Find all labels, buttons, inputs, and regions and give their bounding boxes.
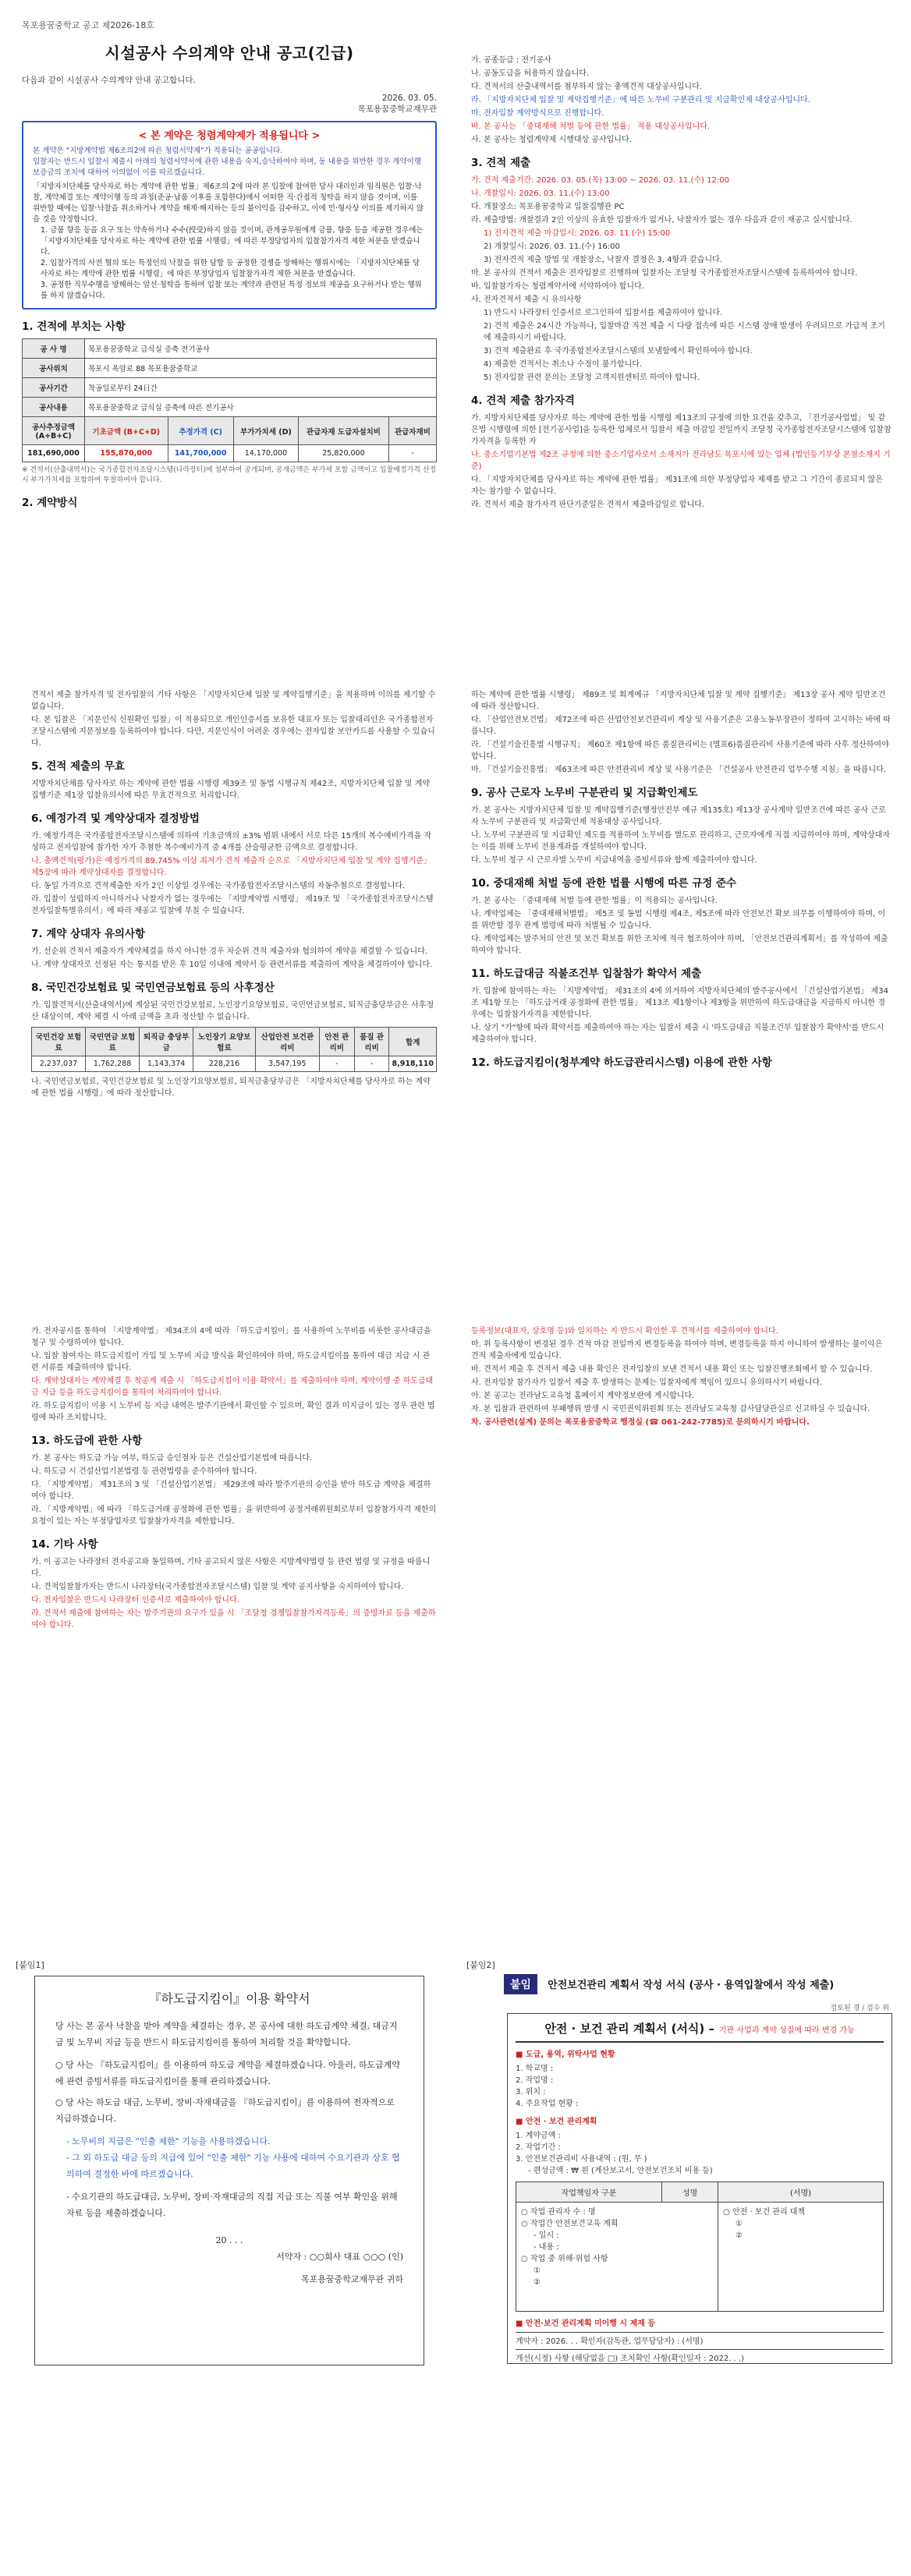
plan-box-item: - 일시 : bbox=[533, 2231, 559, 2240]
cost-value: 155,870,000 bbox=[85, 445, 168, 462]
notice-para: 「지방자치단체를 당사자로 하는 계약에 관한 법률」제6조의 2에 따라 본 입찰에 참여한 당사 대리인과 임직원은 입찰·낙찰, 계약체결 또는 계약이행 등의 과정(준공·납품 이후를 포함한다)에서 어떠한 직·간접적 청탁을 하지 않을 것이며, 이를 위반할 때에는 입찰·낙찰을 취소하거나 계약을 해제·해지하는 등의 불이익을 감수하고, 이에 민·형사상 이의를 제기하지 않을 것을 약정합니다. bbox=[33, 182, 424, 224]
section-4-title: 4. 견적 제출 참가자격 bbox=[471, 395, 575, 407]
section-9-title: 9. 공사 근로자 노무비 구분관리 및 지급확인제도 bbox=[471, 787, 698, 799]
list-item: 라. 입찰이 성립하지 아니하거나 낙찰자가 없는 경우에는 「지방계약법 시행령」 제19조 및 「국가종합전자조달시스템 전자입찰특별유의서」에 따라 재공고 입찰에 부칠 수 있습니다. bbox=[31, 895, 434, 915]
paragraph: 하는 계약에 관한 법률 시행령」 제89조 및 회계예규 「지방자치단체 입찰 및 계약 집행기준」 제13장 공사 계약 일반조건에 따라 정산합니다. bbox=[471, 691, 886, 711]
list-item: 3) 견적 제출완료 후 국가종합전자조달시스템의 보냄함에서 확인하여야 합니다. bbox=[484, 347, 753, 356]
section-11-title: 11. 하도급대금 직불조건부 입찰참가 확약서 제출 bbox=[471, 968, 702, 980]
plan-table-header: (서명) bbox=[718, 2182, 884, 2203]
issuer: 목포용꿈중학교재무관 bbox=[357, 104, 437, 114]
pledge-blue-note: - 그 외 하도급 대금 등의 지급에 있어 "인출 제한" 기능 사용에 대하여 수요기관과 상호 협의하여 결정한 바에 따르겠습니다. bbox=[66, 2153, 400, 2179]
row-key: 공 사 명 bbox=[23, 339, 85, 359]
cost-header: 관급자재비 bbox=[388, 417, 436, 445]
list-item: 바. 본 공사는 「중대재해 처벌 등에 관한 법률」 적용 대상공사입니다. bbox=[471, 122, 711, 131]
ins-header: 합계 bbox=[389, 1028, 437, 1056]
list-item: 자. 본 입찰과 관련하여 부패행위 발생 시 국민권익위원회 또는 전라남도교육청 감사담당관실로 신고하실 수 있습니다. bbox=[471, 1405, 870, 1414]
ins-value: - bbox=[354, 1056, 389, 1072]
intro-text: 다음과 같이 시설공사 수의계약 안내 공고합니다. bbox=[22, 76, 196, 85]
list-item: 사. 전자견적서 제출 시 유의사항 bbox=[471, 295, 582, 304]
paragraph: 나. 입찰 참여자는 하도급지킴이 가입 및 노무비 지급 방식을 확인하여야 하며, 하도급지킴이를 통하여 대금 지급 시 관련 서류를 제출하여야 합니다. bbox=[31, 1352, 431, 1372]
list-item: 3) 전자견적 제출 방법 및 개찰장소, 낙찰자 결정은 3, 4항과 같습니다. bbox=[484, 256, 722, 264]
notice-para: 입찰자는 반드시 입찰서 제출시 아래의 청렴서약서에 관한 내용을 숙지,승낙하여야 하며, 동 내용을 위반한 경우 계약이행보증금의 조치에 대하여 이의없이 이를 따르겠습니다. bbox=[33, 157, 421, 177]
section-2-title: 2. 계약방식 bbox=[22, 497, 78, 509]
list-item: 가. 예정가격은 국가종합전자조달시스템에 의하여 기초금액의 ±3% 범위 내에서 서로 다른 15개의 복수예비가격을 작성하고 전자입찰에 참가한 자가 추첨한 복수예비가격 중 4개를 산술평균한 금액으로 결정합니다. bbox=[31, 832, 431, 852]
safety-plan-sheet bbox=[507, 2013, 892, 2364]
list-item: 가. 입찰에 참여하는 자는 「지방계약법」 제31조의 4에 의거하여 지방자치단체의 발주공사에서 「건설산업기본법」 제34조 제1항 또는 「하도급거래 공정화에 관한 법률」 제13조 제1항이나 제3항을 위반하여 하도급대금을 지급하지 아니한 경우에는 입찰참가자격을 제한합니다. bbox=[471, 987, 888, 1019]
pledge-blue-note: - 노무비의 지급은 "인출 제한" 기능을 사용하겠습니다. bbox=[66, 2136, 271, 2146]
cost-header: 관급자재 도급자설치비 bbox=[299, 417, 389, 445]
section-6-title: 6. 예정가격 및 계약상대자 결정방법 bbox=[31, 812, 200, 825]
plan-table-header: 작업책임자 구분 bbox=[516, 2182, 662, 2203]
list-item: 마. 본 공사의 견적서 제출은 전자입찰로 진행하며 입찰자는 조달청 국가종합전자조달시스템에 등록하여야 합니다. bbox=[471, 269, 858, 278]
insurance-table bbox=[31, 1027, 437, 1072]
list-item: 가. 지방자치단체를 당사자로 하는 계약에 관한 법률 시행령 제13조의 규정에 의한 요건을 갖추고, 「전기공사업법」 및 같은법 시행령에 의한 [전기공사업]을 등록한 업체로서 입찰서 제출 마감일 전일까지 조달청 국가종합전자조달시스템에 입찰참가자격을 등록한 자 bbox=[471, 414, 892, 446]
paragraph: 다. 본 입찰은 「지문인식 신원확인 입찰」이 적용되므로 개인인증서를 보유한 대표자 또는 입찰대리인은 국가종합전자조달시스템에 지문정보를 등록하여야 합니다. 다만, 지문인식이 어려운 경우에는 전자입찰 보안카드를 사용할 수 있습니다. bbox=[31, 716, 435, 748]
cost-value: 181,690,000 bbox=[23, 445, 85, 462]
list-item: 라. 견적서 제출에 참여하는 자는 발주기관의 요구가 있을 시 「조달청 경쟁입찰참가자격등록」의 증빙자료 등을 제출하여야 합니다. bbox=[31, 1609, 436, 1629]
contact-line: 차. 공사관련(설계) 문의는 목포용꿈중학교 행정실 (☎ 061-242-7785)로 문의하시기 바랍니다. bbox=[471, 1418, 810, 1427]
ins-value: 8,918,110 bbox=[389, 1056, 437, 1072]
pledge-paragraph: 당 사는 본 공사 낙찰을 받아 계약을 체결하는 경우, 본 공사에 대한 하도급계약 체결, 대금지급 및 노무비 지급 등을 반드시 하도급지킴이를 통하여 처리할 것을 확약합니다. bbox=[55, 2021, 398, 2047]
page-2 bbox=[460, 8, 903, 632]
page-1 bbox=[8, 8, 448, 632]
paragraph: 가. 입찰견적서(산출내역서)에 계상된 국민건강보험료, 노인장기요양보험료, 국민연금보험료, 퇴직금충당부금은 사후정산 대상이며, 계약 체결 시 아래 금액을 초과 정산할 수 없습니다. bbox=[31, 1001, 434, 1021]
document-number: 목포용꿈중학교 공고 제2026-18호 bbox=[22, 20, 154, 30]
list-item: 다. 「지방자치단체를 당사자로 하는 계약에 관한 법률」 제31조에 의한 부정당업자 제재를 받고 그 기간이 종료되지 않은 자는 참가할 수 없습니다. bbox=[471, 476, 883, 496]
list-item: 1) 반드시 나라장터 인증서로 로그인하여 입찰서를 제출하여야 합니다. bbox=[484, 309, 723, 317]
list-item: 다. 개찰장소: 목포용꿈중학교 입찰집행관 PC bbox=[471, 203, 625, 211]
list-item: 가. 이 공고는 나라장터 전자공고와 동일하며, 기타 공고되지 않은 사항은 지방계약법령 등 관련 법령 및 규정을 따릅니다. bbox=[31, 1558, 431, 1578]
ins-header: 품질 관리비 bbox=[354, 1028, 389, 1056]
plan-box-item: ○ 작업 관리자 수 : 명 bbox=[521, 2208, 596, 2217]
paragraph: 다. 「산업안전보건법」 제72조에 따른 산업안전보건관리비 계상 및 사용기준은 고용노동부장관이 정하여 고시하는 바에 따릅니다. bbox=[471, 716, 891, 736]
attachment-2 bbox=[460, 1957, 903, 2569]
list-item: 사. 본 공사는 청렴계약제 시행대상 공사입니다. bbox=[471, 136, 632, 144]
plan-bottom-row: 개선(시정) 사항 (해당없음 □) 조치확인 사항(확인일자 : 2022. . .) bbox=[516, 2349, 884, 2365]
list-item: 사. 전자입찰 참가자가 입찰서 제출 후 발생하는 문제는 입찰자에게 책임이 있으니 유의하시기 바랍니다. bbox=[471, 1378, 823, 1387]
plan-item: 2. 작업명 : bbox=[516, 2076, 554, 2085]
paragraph: 다. 계약상대자는 계약체결 후 착공계 제출 시 「하도급지킴이 이용 확약서」를 제출하여야 하며, 계약이행 중 하도급대금 지급 등을 하도급지킴이를 통하여 처리하여야 합니다. bbox=[31, 1377, 434, 1397]
cost-header: 추정가격 (C) bbox=[168, 417, 233, 445]
plan-item: 1. 계약금액 : bbox=[516, 2132, 561, 2140]
notice-para: 3. 공정한 직무수행을 방해하는 알선·청탁을 통하여 입찰 또는 계약과 관련된 특정 정보의 제공을 요구하거나 받는 행위를 하지 않겠습니다. bbox=[41, 281, 422, 300]
ins-header: 국민연금 보험료 bbox=[86, 1028, 140, 1056]
plan-box-item: ② bbox=[736, 2231, 743, 2240]
ins-value: 1,762,288 bbox=[86, 1056, 140, 1072]
pledge-recipient: 목포용꿈중학교재무관 귀하 bbox=[300, 2274, 403, 2284]
section-5-title: 5. 견적 제출의 무효 bbox=[31, 760, 125, 773]
section-12-title: 12. 하도급지킴이(청부계약 하도급관리시스템) 이용에 관한 사항 bbox=[471, 1056, 772, 1069]
attachment-tag: [붙임2] bbox=[466, 1960, 495, 1970]
list-item: 나. 노무비 구분관리 및 지급확인 제도를 적용하여 노무비를 별도로 관리하고, 근로자에게 직접 지급하여야 하며, 계약상대자는 이를 위해 노무비 전용계좌를 개설하여야 합니다. bbox=[471, 831, 891, 851]
paragraph: 마. 「건설기술진흥법」 제63조에 따른 안전관리비 계상 및 사용기준은 「건설공사 안전관리 업무수행 지침」을 따릅니다. bbox=[471, 766, 886, 774]
page-4 bbox=[460, 647, 903, 1263]
list-item: 나. 견적입찰참가자는 반드시 나라장터(국가종합전자조달시스템) 입찰 및 계약 공지사항을 숙지하여야 합니다. bbox=[31, 1583, 404, 1591]
list-item: 다. 견적서의 산출내역서를 첨부하지 않는 총액견적 대상공사입니다. bbox=[471, 83, 702, 91]
list-item: 다. 「지방계약법」 제31조의 3 및 「건설산업기본법」 제29조에 따라 발주기관의 승인을 받아 하도급 계약을 체결하여야 합니다. bbox=[31, 1481, 431, 1501]
ins-header: 안전 관리비 bbox=[319, 1028, 354, 1056]
row-key: 공사기간 bbox=[23, 378, 85, 398]
section-7-title: 7. 계약 상대자 유의사항 bbox=[31, 928, 145, 940]
section-3-title: 3. 견적 제출 bbox=[471, 157, 531, 169]
list-item: 라. 「지방계약법」에 따라 「하도급거래 공정화에 관한 법률」을 위반하여 공정거래위원회로부터 입찰참가자격 제한의 요청이 있는 자는 부정당업자로 입찰참가자격을 제한합니다. bbox=[31, 1506, 437, 1526]
page-3 bbox=[8, 647, 448, 1263]
list-item: 가. 공종등급 : 전기공사 bbox=[471, 56, 552, 65]
notice-date: 2026. 03. 05. bbox=[381, 94, 437, 103]
attachment-badge: 붙임 bbox=[504, 1974, 537, 1994]
list-item: 다. 전자입찰은 반드시 나라장터 인증서로 제출하여야 합니다. bbox=[31, 1596, 239, 1605]
list-item: 라. 견적서 제출 참가자격 판단기준일은 견적서 제출마감일로 합니다. bbox=[471, 501, 705, 509]
list-item: 라. 제출방법: 개찰결과 2인 이상의 유효한 입찰자가 없거나, 낙찰자가 없는 경우 다음과 같이 재공고 실시합니다. bbox=[471, 216, 853, 225]
plan-box-item: ② bbox=[533, 2278, 541, 2287]
list-item: 바. 견적서 제출 후 견적서 제출 내용 확인은 전자입찰의 보낸 견적서 내용 확인 또는 입찰진행조회에서 할 수 있습니다. bbox=[471, 1365, 873, 1374]
list-item: 라. 「지방자치단체 입찰 및 계약집행기준」에 따른 노무비 구분관리 및 지급확인제 대상공사입니다. bbox=[471, 96, 810, 104]
section-10-title: 10. 중대재해 처벌 등에 관한 법률 시행에 따른 규정 준수 bbox=[471, 877, 737, 890]
plan-section: ■ 도급, 용역, 위탁사업 현황 bbox=[516, 2051, 615, 2059]
row-key: 공사위치 bbox=[23, 359, 85, 378]
list-item: 마. 위 등록사항이 변경된 경우 견적 마감 전일까지 변경등록을 하여야 하며, 변경등록을 하지 아니하여 발생하는 불이익은 견적 제출자에게 있습니다. bbox=[471, 1340, 883, 1361]
plan-box-item: - 내용 : bbox=[533, 2243, 559, 2252]
list-item: 4) 제출한 견적서는 취소나 수정이 불가합니다. bbox=[484, 360, 643, 369]
paragraph: 라. 하도급지킴이 이용 시 노무비 등 지급 내역은 발주기관에서 확인할 수 있으며, 확인 결과 미지급이 있는 경우 관련 법령에 따라 조치합니다. bbox=[31, 1402, 435, 1422]
ins-value: - bbox=[319, 1056, 354, 1072]
pledge-item: ○ 당 사는 하도급 대금, 노무비, 장비·자재대금을 『하도급지킴이』를 이용하여 전자적으로 지급하겠습니다. bbox=[55, 2097, 395, 2124]
list-item: 다. 동일 가격으로 견적제출한 자가 2인 이상일 경우에는 국가종합전자조달시스템의 자동추첨으로 결정합니다. bbox=[31, 882, 406, 890]
pledge-note: - 수요기관의 하도급대금, 노무비, 장비·자재대금의 직접 지급 또는 직불 여부 확인을 위해 자료 등을 제출하겠습니다. bbox=[66, 2192, 398, 2218]
section-13-title: 13. 하도급에 관한 사항 bbox=[31, 1435, 143, 1447]
list-item: 다. 계약업체는 발주처의 안전 및 보건 확보를 위한 조치에 적극 협조하여야 하며, 「안전보건관리계획서」를 작성하여 제출하여야 합니다. bbox=[471, 935, 888, 955]
cost-value: 25,820,000 bbox=[299, 445, 389, 462]
list-item: 가. 본 공사는 「중대재해 처벌 등에 관한 법률」이 적용되는 공사입니다. bbox=[471, 897, 718, 905]
notice-para: 본 계약은 "지방계약법 제6조의2에 따른 청렴서약제"가 적용되는 공공입니다. bbox=[33, 147, 283, 155]
plan-box-item: ○ 작업 중 위해·위험 사항 bbox=[521, 2255, 608, 2263]
row-value: 목포시 옥암로 88 목포용꿈중학교 bbox=[85, 359, 437, 378]
ins-value: 1,143,374 bbox=[140, 1056, 193, 1072]
list-item: 나. 공동도급을 허용하지 않습니다. bbox=[471, 69, 590, 78]
ins-header: 노인장기 요양보험료 bbox=[193, 1028, 256, 1056]
plan-item: 3. 안전보건관리비 사용내역 : (원, 무 ) bbox=[516, 2155, 647, 2164]
ins-header: 산업안전 보건관리비 bbox=[255, 1028, 319, 1056]
plan-box-item: ① bbox=[533, 2266, 541, 2275]
pledge-title: 『하도급지킴이』이용 확약서 bbox=[148, 1991, 310, 2006]
plan-box-item: ○ 안전 · 보건 관리 대책 bbox=[723, 2208, 806, 2217]
row-value: 착공일로부터 24日간 bbox=[85, 378, 437, 398]
review-note: 검토된 경 / 검수 위 bbox=[830, 2005, 889, 2012]
plan-section: ■ 안전 · 보건 관리계획 bbox=[516, 2118, 597, 2126]
list-item: 나. 개찰일시: 2026. 03. 11.(수) 13:00 bbox=[471, 189, 610, 198]
plan-table bbox=[516, 2181, 884, 2312]
list-item: 가. 본 공사는 지방자치단체 입찰 및 계약집행기준(행정안전부 예규 제135호) 제13장 공사계약 일반조건에 따른 공사 근로자 노무비 구분관리 및 지급확인제 적용대상 공사입니다. bbox=[471, 806, 886, 826]
plan-item: - 편성금액 : ₩ 원 (계산보고서, 안전보건조치 비용 등) bbox=[528, 2167, 713, 2175]
row-value: 목포용꿈중학교 급식실 증축 전기공사 bbox=[85, 339, 437, 359]
attachment-1 bbox=[8, 1957, 448, 2569]
list-item: 마. 전자입찰 계약방식으로 진행합니다. bbox=[471, 109, 604, 118]
list-item: 5) 전자입찰 관련 문의는 조달청 고객지원센터로 하여야 합니다. bbox=[484, 373, 700, 382]
plan-hint: 기관 사업과 계약 성질에 따라 변경 가능 bbox=[719, 2026, 855, 2035]
table-note: ※ 견적서(산출내역서)는 국가종합전자조달시스템(나라장터)에 첨부하여 공개되며, 공개금액은 부가세 포함 금액이고 입찰예정가격 산정시 부가가치세를 포함하여 투찰하여야 합니다. bbox=[22, 466, 437, 484]
paragraph: 가. 전자공시를 통하여 「지방계약법」 제34조의 4에 따라 「하도급지킴이」를 사용하여 노무비를 비롯한 공사대금을 청구 및 수령하여야 합니다. bbox=[31, 1327, 431, 1347]
plan-box-item: ○ 작업간 안전보건교육 계획 bbox=[521, 2220, 619, 2228]
list-item: 2) 견적 제출은 24시간 가능하나, 입찰마감 직전 제출 시 다량 접속에 따른 시스템 장애 발생이 우려되므로 가급적 조기에 제출하시기 바랍니다. bbox=[484, 322, 885, 342]
section-1-title: 1. 견적에 부치는 사항 bbox=[22, 320, 126, 333]
cost-header: 부가가치세 (D) bbox=[233, 417, 298, 445]
integrity-notice-box bbox=[22, 121, 437, 310]
list-item: 나. 상기 "가"항에 따라 확약서를 제출하여야 하는 자는 입찰서 제출 시 '하도급대금 직불조건부 입찰참가 확약서'를 반드시 제출하여야 합니다. bbox=[471, 1024, 884, 1044]
cost-key: 공사추정금액 (A+B+C) bbox=[23, 417, 85, 445]
attachment-tag: [붙임1] bbox=[16, 1960, 44, 1970]
list-item: 나. 계약업체는 「중대재해처벌법」 제5조 및 동법 시행령 제4조, 제5조에 따라 안전보건 확보 의무를 이행하여야 하며, 이를 위반할 경우 관계 법령에 따라 처벌될 수 있습니다. bbox=[471, 910, 886, 930]
section-14-title: 14. 기타 사항 bbox=[31, 1538, 98, 1551]
row-value: 목포용꿈중학교 급식실 증축에 따른 전기공사 bbox=[85, 398, 437, 417]
paragraph: 나. 국민연금보험료, 국민건강보험료 및 노인장기요양보험료, 퇴직금충당부금은 「지방자치단체를 당사자로 하는 계약에 관한 법률 시행령」에 따라 정산합니다. bbox=[31, 1077, 431, 1098]
list-item: 가. 본 공사는 하도급 가능 여부, 하도급 승인절차 등은 건설산업기본법에 따릅니다. bbox=[31, 1454, 313, 1463]
plan-item: 1. 학교명 : bbox=[516, 2065, 554, 2073]
list-item: 나. 총액견적(평가)은 예정가격의 89.745% 이상 최저가 견적 제출자 순으로 「지방자치단체 입찰 및 계약 집행기준」 제5장에 따라 계약상대자를 결정합니다. bbox=[31, 857, 431, 877]
list-item: 바. 입찰참가자는 청렴계약서에 서약하여야 합니다. bbox=[471, 282, 644, 291]
plan-signature-row: 계약자 : 2026. . . 확인자(감독관, 업무담당자) : (서명) bbox=[516, 2332, 884, 2348]
plan-left-box bbox=[516, 2203, 718, 2312]
list-item: 가. 견적 제출기간: 2026. 03. 05.(목) 13:00 ~ 2026. 03. 11.(수) 12:00 bbox=[471, 176, 729, 185]
page-6 bbox=[460, 1279, 903, 1902]
cost-value: 14,170,000 bbox=[233, 445, 298, 462]
plan-item: 3. 위치 : bbox=[516, 2088, 546, 2097]
plan-box-item: ① bbox=[736, 2220, 743, 2228]
plan-table-header: 성명 bbox=[661, 2182, 718, 2203]
cost-value: 141,700,000 bbox=[168, 445, 233, 462]
paragraph: 등록정보(대표자, 상호명 등)와 일치하는 지 반드시 확인한 후 견적서를 제출하여야 합니다. bbox=[471, 1327, 778, 1336]
paragraph: 지방자치단체를 당사자로 하는 계약에 관한 법률 시행령 제39조 및 동법 시행규칙 제42조, 지방자치단체 입찰 및 계약집행기준 제1장 입찰유의서에 따른 무효견적으로 처리합니다. bbox=[31, 780, 431, 800]
ins-header: 국민건강 보험료 bbox=[32, 1028, 86, 1056]
list-item: 나. 중소기업기본법 제2조 규정에 의한 중소기업자로서 소재지가 전라남도 목포시에 있는 업체 (법인등기부상 본점소재지 기준) bbox=[471, 451, 891, 471]
plan-item: 2. 작업기간 : bbox=[516, 2143, 561, 2152]
page-5 bbox=[8, 1279, 448, 1902]
cost-header: 기초금액 (B+C+D) bbox=[85, 417, 168, 445]
paragraph: 견적서 제출 참가자격 및 전자입찰의 기타 사항은 「지방자치단체 입찰 및 계약집행기준」을 적용하며 이의를 제기할 수 없습니다. bbox=[31, 691, 436, 711]
row-key: 공사내용 bbox=[23, 398, 85, 417]
pledge-signature: 서약자 : ○○회사 대표 ○○○ (인) bbox=[276, 2252, 403, 2262]
pledge-date: 20 . . . bbox=[215, 2235, 243, 2245]
section-8-title: 8. 국민건강보험료 및 국민연금보험료 등의 사후정산 bbox=[31, 982, 275, 994]
list-item: 나. 하도급 시 건설산업기본법령 등 관련법령을 준수하여야 합니다. bbox=[31, 1467, 257, 1476]
plan-footer-red: ■ 안전·보건 관리계획 미이행 시 제재 등 bbox=[516, 2319, 656, 2328]
plan-item: 4. 주요작업 현황 : bbox=[516, 2100, 579, 2108]
ins-value: 2,237,037 bbox=[32, 1056, 86, 1072]
list-item: 2) 개찰일시: 2026. 03. 11.(수) 16:00 bbox=[484, 242, 620, 251]
paragraph: 라. 「건설기술진흥법 시행규칙」 제60조 제1항에 따른 품질관리비는 (별표6)품질관리비 사용기준에 따라 사후 정산하여야 합니다. bbox=[471, 741, 889, 761]
integrity-notice-title: < 본 계약은 청렴계약제가 적용됩니다 > bbox=[138, 130, 321, 142]
notice-para: 2. 입찰가격의 사전 협의 또는 특정인의 낙찰을 위한 담합 등 공정한 경쟁을 방해하는 행위시에는 「지방자치단체를 당사자로 하는 계약에 관한 법률 시행령」에 따른 부정당업자 입찰참가자격 제한 처분을 받겠습니다. bbox=[41, 259, 420, 278]
document-title: 시설공사 수의계약 안내 공고(긴급) bbox=[105, 44, 354, 62]
project-info-table bbox=[22, 338, 437, 462]
pledge-sheet bbox=[34, 1976, 424, 2365]
cost-value: - bbox=[388, 445, 436, 462]
notice-para: 1. 금품 향응 등을 요구 또는 약속하거나 수수(授受)하지 않을 것이며, 관계공무원에게 금품, 향응 등을 제공한 경우에는 「지방자치단체를 당사자로 하는 계약에 관한 법률 시행령」에 따른 부정당업자의 입찰참가자격 제한 처분을 받겠습니다. bbox=[41, 226, 424, 257]
list-item: 1) 전자견적 제출 마감일시: 2026. 03. 11.(수) 15:00 bbox=[484, 229, 671, 238]
list-item: 가. 선순위 견적서 제출자가 계약체결을 하지 아니한 경우 차순위 견적 제출자와 협의하여 계약을 체결할 수 있습니다. bbox=[31, 947, 428, 956]
ins-value: 228,216 bbox=[193, 1056, 256, 1072]
attachment-banner: 안전보건관리 계획서 작성 서식 (공사 · 용역입찰에서 작성 제출) bbox=[548, 1980, 835, 1991]
plan-right-box bbox=[718, 2203, 884, 2312]
ins-header: 퇴직금 충당부금 bbox=[140, 1028, 193, 1056]
ins-value: 3,547,195 bbox=[255, 1056, 319, 1072]
list-item: 아. 본 공고는 전라남도교육청 홈페이지 계약정보란에 게시합니다. bbox=[471, 1392, 695, 1400]
list-item: 다. 노무비 청구 시 근로자별 노무비 지급내역을 증빙서류와 함께 제출하여야 합니다. bbox=[471, 856, 757, 865]
plan-title: 안전 · 보건 관리 계획서 (서식) – bbox=[544, 2022, 714, 2036]
pledge-item: ○ 당 사는 『하도급지킴이』를 이용하여 하도급 계약을 체결하겠습니다. 아울러, 하도급계약에 관련 증빙서류를 하도급지킴이를 통해 관리하겠습니다. bbox=[55, 2060, 400, 2086]
list-item: 나. 계약 상대자로 선정된 자는 통지를 받은 후 10일 이내에 계약서 등 관련서류를 제출하여 계약을 체결하여야 합니다. bbox=[31, 961, 433, 969]
